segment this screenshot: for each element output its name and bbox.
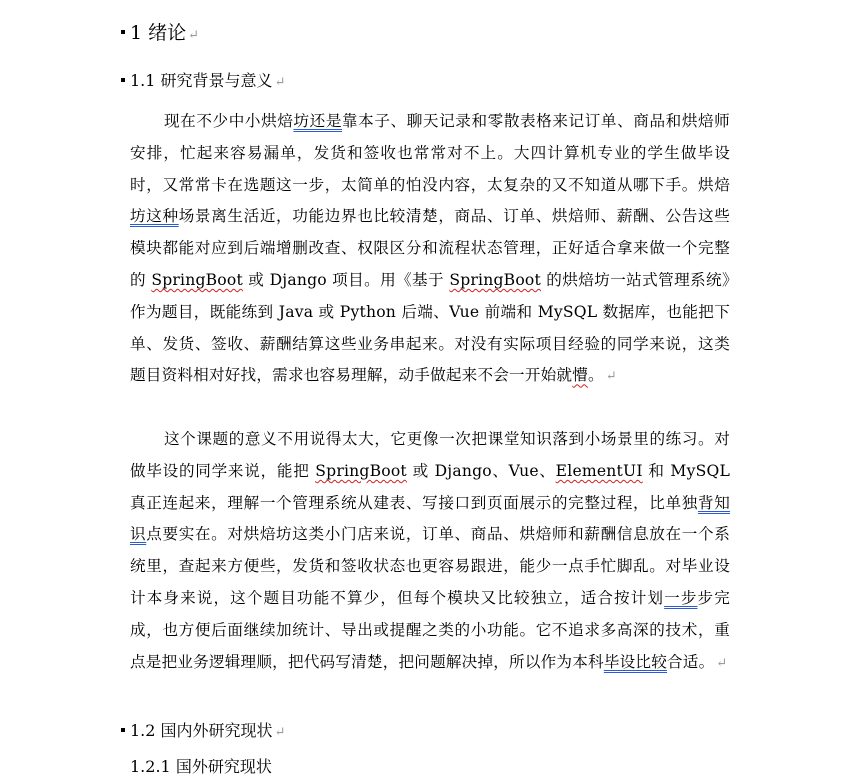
text-run: 靠本子、聊天记录和零散表格来记订单、商品和烘焙师安排，忙起来容易漏单，发货和签收也常常对不上。大四计算机专业的学生做毕设时，又常常卡在选题这一步，太简单的怕没内容，太复杂的又不知道从哪下手。烘焙: [130, 112, 730, 194]
heading-1-1-number: 1.1: [130, 71, 156, 90]
spellcheck-flag-text: ElementUI: [555, 461, 643, 480]
heading-1-number: 1: [130, 22, 143, 44]
text-run: 场景离生活近，功能边界也比较清楚，商品、订单、烘焙师、薪酬、公告这些模块都能对应到后端增删改查、权限区分和流程状态管理，正好适合拿来做一个完整的: [130, 207, 730, 289]
heading-1-1: [130, 68, 285, 91]
heading-1-title: 绪论: [148, 22, 187, 44]
heading-1-1-title: 研究背景与意义: [160, 71, 273, 90]
text-run: 合适。: [667, 652, 715, 671]
heading-1-2-title: 国内外研究现状: [160, 721, 273, 740]
heading-1-2-1: [130, 754, 272, 777]
grammar-flag-text: 坊还是: [293, 112, 342, 130]
paragraph-mark: ↵: [188, 28, 200, 43]
grammar-flag-text: 坊这种: [130, 207, 179, 226]
text-run: 点要实在。对烘焙坊这类小门店来说，订单、商品、烘焙师和薪酬信息放在一个系统里，查起来方便些，发货和签收状态也更容易跟进，能少一点手忙脚乱。对毕业设计本身来说，这个题目功能不算少，但每个模块又比较独立，适合按计划: [130, 525, 731, 607]
text-run: 和 MySQL 真正连起来，理解一个管理系统从建表、写接口到页面展示的完整过程，比单独: [130, 461, 730, 512]
text-run: 。: [588, 366, 604, 385]
heading-bullet: [121, 728, 125, 732]
text-run: 的烘焙坊一站式管理系统》作为题目，既能练到 Java 或 Python 后端、Vue 前端和 MySQL 数据库，也能把下单、发货、签收、薪酬结算这些业务串起来。对没有实际项目经验的同学来说，这类题目资料相对好找，需求也容易理解，动手做起来不会一开始就: [130, 270, 730, 385]
grammar-flag-text: 毕设比较: [603, 652, 668, 671]
spellcheck-flag-text: SpringBoot: [151, 270, 243, 289]
text-run: 或 Django、Vue、: [406, 461, 556, 480]
text-run: 或 Django 项目。用《基于: [242, 270, 450, 289]
body-paragraph-1: [130, 106, 730, 393]
body-paragraph-2: [130, 424, 730, 679]
grammar-flag-text: 背知识: [130, 493, 730, 544]
paragraph-mark: ↵: [605, 369, 617, 385]
text-run: 步完成，也方便后面继续加统计、导出或提醒之类的小功能。它不追求多高深的技术，重点是把业务逻辑理顺，把代码写清楚，把问题解决掉，所以作为本科: [130, 588, 731, 671]
text-run: 这个课题的意义不用说得太大，它更像一次把课堂知识落到小场景里的练习。对做毕设的同学来说，能把: [130, 430, 730, 480]
heading-1-2-1-number: 1.2.1: [130, 757, 171, 776]
paragraph-mark: ↵: [716, 655, 728, 671]
text-run: 现在不少中小烘焙: [164, 112, 294, 130]
spellcheck-flag-text: SpringBoot: [449, 270, 541, 289]
heading-bullet: [121, 30, 125, 34]
heading-1-2-1-title: 国外研究现状: [175, 757, 272, 776]
heading-1-2: [130, 718, 285, 741]
heading-1: [130, 18, 199, 45]
paragraph-mark: ↵: [274, 75, 286, 90]
paragraph-mark: ↵: [274, 725, 286, 740]
grammar-flag-text: 一步: [664, 588, 698, 607]
spellcheck-flag-text: SpringBoot: [315, 461, 407, 480]
heading-1-2-number: 1.2: [130, 721, 156, 740]
spellcheck-flag-text: 懵: [572, 366, 589, 385]
heading-bullet: [121, 78, 125, 82]
